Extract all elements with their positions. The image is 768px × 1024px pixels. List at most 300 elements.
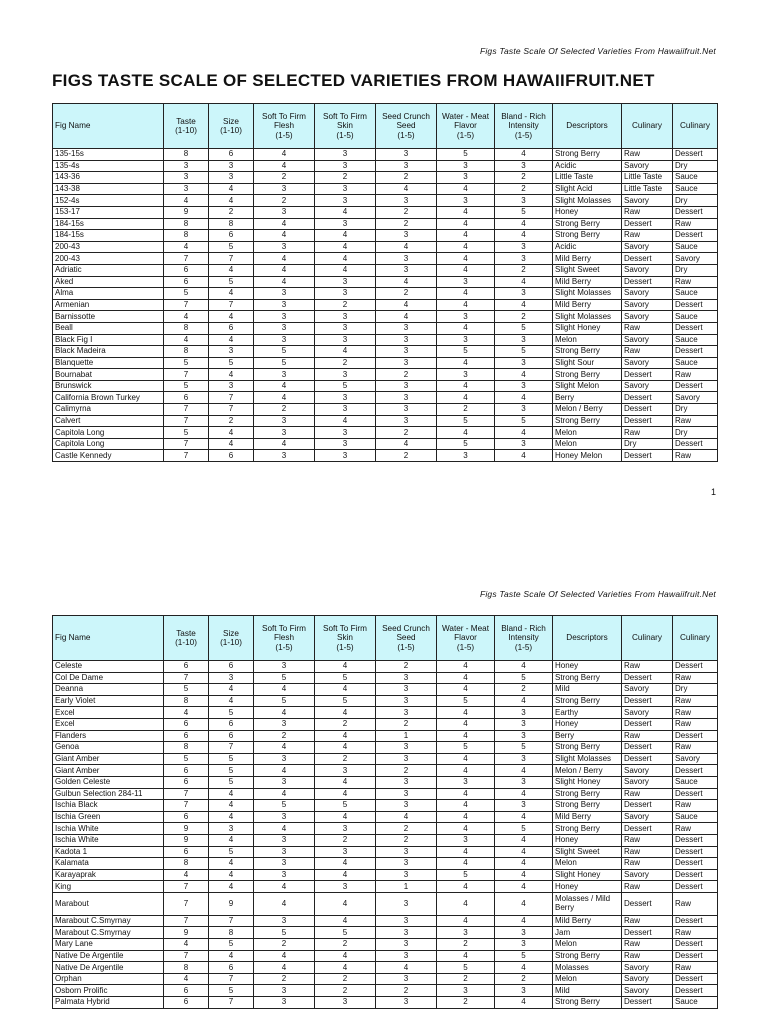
cell-intensity: 3	[495, 939, 553, 951]
cell-intensity: 2	[495, 311, 553, 323]
cell-skin: 4	[315, 788, 376, 800]
cell-flesh: 3	[254, 322, 315, 334]
cell-skin: 4	[315, 742, 376, 754]
cell-taste: 9	[164, 206, 209, 218]
cell-fig-name: Gulbun Selection 284-11	[53, 788, 164, 800]
cell-flavor: 4	[437, 684, 495, 696]
cell-taste: 5	[164, 427, 209, 439]
cell-flesh: 2	[254, 172, 315, 184]
col-header-culinary-1: Culinary	[622, 104, 673, 149]
table-row	[53, 276, 718, 288]
table-row	[53, 218, 718, 230]
cell-descriptors: Slight Honey	[553, 322, 622, 334]
cell-descriptors: Molasses / Mild Berry	[553, 892, 622, 915]
cell-skin: 3	[315, 183, 376, 195]
table-row	[53, 788, 718, 800]
cell-seed: 3	[376, 357, 437, 369]
cell-seed: 3	[376, 195, 437, 207]
cell-taste: 5	[164, 357, 209, 369]
cell-taste: 8	[164, 149, 209, 161]
cell-culinary-1: Savory	[622, 869, 673, 881]
cell-flesh: 3	[254, 415, 315, 427]
cell-skin: 5	[315, 380, 376, 392]
cell-skin: 3	[315, 276, 376, 288]
cell-flesh: 5	[254, 927, 315, 939]
cell-flesh: 4	[254, 438, 315, 450]
cell-fig-name: 152-4s	[53, 195, 164, 207]
table-row	[53, 915, 718, 927]
cell-flavor: 5	[437, 742, 495, 754]
cell-fig-name: Black Madeira	[53, 346, 164, 358]
cell-culinary-1: Raw	[622, 346, 673, 358]
cell-culinary-1: Raw	[622, 427, 673, 439]
table-row	[53, 172, 718, 184]
cell-seed: 3	[376, 915, 437, 927]
cell-culinary-1: Raw	[622, 858, 673, 870]
cell-skin: 4	[315, 730, 376, 742]
cell-size: 4	[209, 183, 254, 195]
cell-culinary-2: Sauce	[673, 288, 718, 300]
cell-flesh: 3	[254, 869, 315, 881]
cell-size: 4	[209, 869, 254, 881]
cell-culinary-1: Savory	[622, 195, 673, 207]
col-header-skin: Soft To Firm Skin (1-5)	[315, 616, 376, 661]
cell-intensity: 3	[495, 753, 553, 765]
table-row	[53, 718, 718, 730]
cell-taste: 7	[164, 299, 209, 311]
cell-skin: 3	[315, 823, 376, 835]
cell-fig-name: 135-15s	[53, 149, 164, 161]
cell-skin: 2	[315, 357, 376, 369]
cell-seed: 2	[376, 206, 437, 218]
cell-seed: 3	[376, 684, 437, 696]
cell-skin: 2	[315, 973, 376, 985]
cell-flesh: 2	[254, 730, 315, 742]
table-row	[53, 415, 718, 427]
cell-culinary-1: Dessert	[622, 392, 673, 404]
cell-seed: 2	[376, 218, 437, 230]
cell-culinary-2: Dessert	[673, 346, 718, 358]
table-row	[53, 253, 718, 265]
cell-skin: 3	[315, 160, 376, 172]
cell-taste: 6	[164, 276, 209, 288]
cell-flesh: 4	[254, 276, 315, 288]
cell-taste: 8	[164, 322, 209, 334]
cell-intensity: 5	[495, 415, 553, 427]
cell-size: 5	[209, 776, 254, 788]
cell-intensity: 4	[495, 218, 553, 230]
cell-culinary-2: Dessert	[673, 973, 718, 985]
cell-size: 4	[209, 438, 254, 450]
cell-intensity: 2	[495, 973, 553, 985]
cell-fig-name: Calvert	[53, 415, 164, 427]
cell-flavor: 3	[437, 450, 495, 462]
cell-flesh: 3	[254, 334, 315, 346]
cell-culinary-1: Raw	[622, 939, 673, 951]
cell-intensity: 2	[495, 172, 553, 184]
table-row	[53, 753, 718, 765]
cell-seed: 4	[376, 438, 437, 450]
cell-fig-name: 135-4s	[53, 160, 164, 172]
cell-flavor: 4	[437, 823, 495, 835]
cell-skin: 3	[315, 218, 376, 230]
cell-size: 8	[209, 927, 254, 939]
cell-descriptors: Strong Berry	[553, 788, 622, 800]
cell-descriptors: Slight Molasses	[553, 311, 622, 323]
cell-seed: 3	[376, 334, 437, 346]
cell-flavor: 5	[437, 415, 495, 427]
cell-fig-name: Ischia White	[53, 823, 164, 835]
cell-fig-name: Castle Kennedy	[53, 450, 164, 462]
cell-descriptors: Honey	[553, 718, 622, 730]
cell-intensity: 3	[495, 707, 553, 719]
cell-culinary-1: Raw	[622, 730, 673, 742]
col-header-taste: Taste (1-10)	[164, 104, 209, 149]
table-row	[53, 299, 718, 311]
table-row	[53, 392, 718, 404]
table-row	[53, 230, 718, 242]
cell-fig-name: 200-43	[53, 241, 164, 253]
cell-size: 3	[209, 823, 254, 835]
cell-culinary-2: Sauce	[673, 811, 718, 823]
cell-skin: 3	[315, 334, 376, 346]
cell-culinary-1: Savory	[622, 334, 673, 346]
cell-taste: 6	[164, 765, 209, 777]
cell-skin: 4	[315, 776, 376, 788]
cell-culinary-2: Raw	[673, 927, 718, 939]
cell-size: 4	[209, 264, 254, 276]
cell-culinary-1: Savory	[622, 357, 673, 369]
cell-descriptors: Mild Berry	[553, 299, 622, 311]
cell-size: 3	[209, 672, 254, 684]
cell-flavor: 3	[437, 172, 495, 184]
cell-size: 4	[209, 311, 254, 323]
cell-culinary-2: Savory	[673, 392, 718, 404]
cell-intensity: 4	[495, 450, 553, 462]
cell-skin: 5	[315, 672, 376, 684]
cell-fig-name: Armenian	[53, 299, 164, 311]
cell-taste: 6	[164, 661, 209, 673]
cell-skin: 2	[315, 172, 376, 184]
cell-culinary-1: Raw	[622, 788, 673, 800]
cell-culinary-2: Raw	[673, 369, 718, 381]
cell-descriptors: Melon	[553, 427, 622, 439]
table-row	[53, 450, 718, 462]
cell-taste: 7	[164, 415, 209, 427]
cell-flesh: 3	[254, 834, 315, 846]
cell-taste: 3	[164, 172, 209, 184]
cell-intensity: 3	[495, 160, 553, 172]
cell-flavor: 5	[437, 695, 495, 707]
cell-intensity: 4	[495, 869, 553, 881]
cell-intensity: 4	[495, 834, 553, 846]
cell-skin: 3	[315, 392, 376, 404]
cell-culinary-2: Sauce	[673, 997, 718, 1009]
col-header-flesh: Soft To Firm Flesh (1-5)	[254, 104, 315, 149]
cell-taste: 6	[164, 730, 209, 742]
col-header-intensity: Bland - Rich Intensity (1-5)	[495, 104, 553, 149]
cell-fig-name: Karayaprak	[53, 869, 164, 881]
cell-culinary-1: Raw	[622, 834, 673, 846]
cell-skin: 3	[315, 765, 376, 777]
col-header-fig-name: Fig Name	[53, 616, 164, 661]
cell-flesh: 4	[254, 392, 315, 404]
cell-culinary-1: Savory	[622, 985, 673, 997]
table-row	[53, 997, 718, 1009]
cell-flesh: 5	[254, 695, 315, 707]
cell-size: 7	[209, 915, 254, 927]
cell-seed: 4	[376, 183, 437, 195]
cell-size: 5	[209, 765, 254, 777]
cell-descriptors: Strong Berry	[553, 672, 622, 684]
cell-fig-name: Calimyrna	[53, 404, 164, 416]
cell-culinary-2: Sauce	[673, 172, 718, 184]
cell-fig-name: 184-15s	[53, 230, 164, 242]
cell-fig-name: 200-43	[53, 253, 164, 265]
cell-size: 5	[209, 241, 254, 253]
cell-seed: 2	[376, 288, 437, 300]
cell-culinary-2: Dessert	[673, 985, 718, 997]
cell-seed: 2	[376, 765, 437, 777]
cell-intensity: 4	[495, 858, 553, 870]
cell-size: 3	[209, 380, 254, 392]
cell-skin: 3	[315, 288, 376, 300]
cell-fig-name: Brunswick	[53, 380, 164, 392]
cell-flavor: 5	[437, 869, 495, 881]
table-row	[53, 404, 718, 416]
table-row	[53, 661, 718, 673]
cell-taste: 6	[164, 985, 209, 997]
cell-skin: 4	[315, 962, 376, 974]
cell-intensity: 4	[495, 788, 553, 800]
cell-skin: 5	[315, 800, 376, 812]
cell-descriptors: Mild Berry	[553, 253, 622, 265]
cell-culinary-2: Dessert	[673, 438, 718, 450]
col-header-size: Size (1-10)	[209, 616, 254, 661]
cell-size: 5	[209, 753, 254, 765]
cell-culinary-1: Dessert	[622, 695, 673, 707]
cell-culinary-1: Savory	[622, 776, 673, 788]
cell-flavor: 3	[437, 927, 495, 939]
cell-seed: 1	[376, 881, 437, 893]
cell-taste: 7	[164, 800, 209, 812]
cell-seed: 3	[376, 380, 437, 392]
cell-flavor: 3	[437, 276, 495, 288]
cell-culinary-1: Dessert	[622, 823, 673, 835]
cell-descriptors: Little Taste	[553, 172, 622, 184]
cell-fig-name: Native De Argentile	[53, 962, 164, 974]
cell-size: 7	[209, 742, 254, 754]
cell-culinary-1: Raw	[622, 950, 673, 962]
cell-culinary-2: Raw	[673, 800, 718, 812]
cell-descriptors: Strong Berry	[553, 695, 622, 707]
cell-intensity: 5	[495, 823, 553, 835]
cell-seed: 2	[376, 172, 437, 184]
table-row	[53, 311, 718, 323]
cell-taste: 5	[164, 684, 209, 696]
cell-size: 5	[209, 985, 254, 997]
cell-skin: 2	[315, 834, 376, 846]
cell-culinary-2: Dessert	[673, 206, 718, 218]
cell-flavor: 4	[437, 881, 495, 893]
cell-size: 7	[209, 973, 254, 985]
cell-culinary-2: Dessert	[673, 915, 718, 927]
cell-skin: 4	[315, 915, 376, 927]
col-header-skin: Soft To Firm Skin (1-5)	[315, 104, 376, 149]
cell-taste: 6	[164, 264, 209, 276]
cell-fig-name: Giant Amber	[53, 765, 164, 777]
col-header-culinary-2: Culinary	[673, 104, 718, 149]
cell-intensity: 4	[495, 695, 553, 707]
cell-descriptors: Melon / Berry	[553, 404, 622, 416]
cell-skin: 3	[315, 311, 376, 323]
cell-size: 4	[209, 288, 254, 300]
cell-flavor: 5	[437, 962, 495, 974]
cell-taste: 4	[164, 334, 209, 346]
cell-skin: 3	[315, 438, 376, 450]
cell-size: 5	[209, 846, 254, 858]
cell-culinary-2: Dessert	[673, 230, 718, 242]
cell-seed: 3	[376, 753, 437, 765]
cell-flesh: 4	[254, 892, 315, 915]
cell-culinary-2: Raw	[673, 707, 718, 719]
cell-flavor: 3	[437, 311, 495, 323]
cell-intensity: 4	[495, 369, 553, 381]
cell-intensity: 5	[495, 206, 553, 218]
cell-seed: 3	[376, 997, 437, 1009]
cell-flavor: 3	[437, 834, 495, 846]
cell-fig-name: Deanna	[53, 684, 164, 696]
cell-culinary-1: Savory	[622, 765, 673, 777]
cell-intensity: 4	[495, 997, 553, 1009]
cell-flavor: 4	[437, 392, 495, 404]
cell-taste: 9	[164, 834, 209, 846]
cell-descriptors: Strong Berry	[553, 800, 622, 812]
cell-flavor: 4	[437, 672, 495, 684]
cell-skin: 4	[315, 684, 376, 696]
cell-fig-name: Excel	[53, 718, 164, 730]
cell-intensity: 4	[495, 427, 553, 439]
cell-size: 6	[209, 962, 254, 974]
cell-intensity: 4	[495, 276, 553, 288]
cell-descriptors: Jam	[553, 927, 622, 939]
cell-culinary-1: Savory	[622, 973, 673, 985]
cell-culinary-2: Dry	[673, 684, 718, 696]
cell-skin: 5	[315, 927, 376, 939]
table-row	[53, 684, 718, 696]
cell-intensity: 3	[495, 404, 553, 416]
cell-flavor: 4	[437, 811, 495, 823]
col-header-fig-name: Fig Name	[53, 104, 164, 149]
cell-flavor: 4	[437, 707, 495, 719]
table-row	[53, 438, 718, 450]
cell-culinary-2: Dry	[673, 160, 718, 172]
cell-fig-name: Kadota 1	[53, 846, 164, 858]
cell-fig-name: Blanquette	[53, 357, 164, 369]
cell-intensity: 4	[495, 892, 553, 915]
cell-seed: 4	[376, 299, 437, 311]
cell-skin: 2	[315, 718, 376, 730]
table-row	[53, 730, 718, 742]
cell-culinary-1: Raw	[622, 149, 673, 161]
cell-size: 4	[209, 858, 254, 870]
cell-fig-name: 143-38	[53, 183, 164, 195]
cell-culinary-1: Dessert	[622, 718, 673, 730]
table-row	[53, 892, 718, 915]
table-row	[53, 241, 718, 253]
cell-culinary-1: Little Taste	[622, 172, 673, 184]
cell-intensity: 3	[495, 241, 553, 253]
cell-culinary-2: Dessert	[673, 846, 718, 858]
cell-culinary-1: Savory	[622, 299, 673, 311]
cell-seed: 3	[376, 346, 437, 358]
cell-skin: 3	[315, 404, 376, 416]
cell-taste: 8	[164, 218, 209, 230]
cell-size: 6	[209, 450, 254, 462]
cell-culinary-1: Dessert	[622, 892, 673, 915]
cell-skin: 3	[315, 881, 376, 893]
cell-fig-name: Genoa	[53, 742, 164, 754]
cell-seed: 3	[376, 695, 437, 707]
cell-descriptors: Mild Berry	[553, 276, 622, 288]
cell-intensity: 3	[495, 985, 553, 997]
cell-descriptors: Strong Berry	[553, 950, 622, 962]
cell-size: 4	[209, 834, 254, 846]
cell-descriptors: Melon	[553, 973, 622, 985]
table-row	[53, 834, 718, 846]
cell-fig-name: Kalamata	[53, 858, 164, 870]
cell-seed: 3	[376, 149, 437, 161]
cell-fig-name: Early Violet	[53, 695, 164, 707]
table-row	[53, 811, 718, 823]
cell-descriptors: Honey	[553, 206, 622, 218]
cell-flavor: 3	[437, 334, 495, 346]
cell-descriptors: Strong Berry	[553, 230, 622, 242]
cell-flesh: 4	[254, 823, 315, 835]
cell-seed: 4	[376, 311, 437, 323]
cell-taste: 7	[164, 438, 209, 450]
table-body	[53, 661, 718, 1009]
cell-size: 4	[209, 684, 254, 696]
cell-culinary-1: Dessert	[622, 753, 673, 765]
cell-flesh: 4	[254, 962, 315, 974]
cell-size: 4	[209, 800, 254, 812]
cell-culinary-2: Sauce	[673, 357, 718, 369]
cell-descriptors: Strong Berry	[553, 415, 622, 427]
cell-taste: 7	[164, 253, 209, 265]
table-row	[53, 183, 718, 195]
cell-seed: 4	[376, 241, 437, 253]
cell-seed: 3	[376, 927, 437, 939]
cell-size: 4	[209, 950, 254, 962]
cell-flesh: 4	[254, 230, 315, 242]
cell-intensity: 3	[495, 334, 553, 346]
cell-flavor: 4	[437, 858, 495, 870]
cell-flavor: 4	[437, 753, 495, 765]
col-header-size: Size (1-10)	[209, 104, 254, 149]
cell-flesh: 5	[254, 357, 315, 369]
cell-taste: 7	[164, 892, 209, 915]
cell-descriptors: Strong Berry	[553, 346, 622, 358]
cell-culinary-1: Raw	[622, 322, 673, 334]
cell-intensity: 5	[495, 742, 553, 754]
cell-descriptors: Honey Melon	[553, 450, 622, 462]
col-header-flesh: Soft To Firm Flesh (1-5)	[254, 616, 315, 661]
cell-flavor: 4	[437, 788, 495, 800]
cell-culinary-2: Dessert	[673, 661, 718, 673]
cell-seed: 3	[376, 672, 437, 684]
cell-fig-name: Beall	[53, 322, 164, 334]
